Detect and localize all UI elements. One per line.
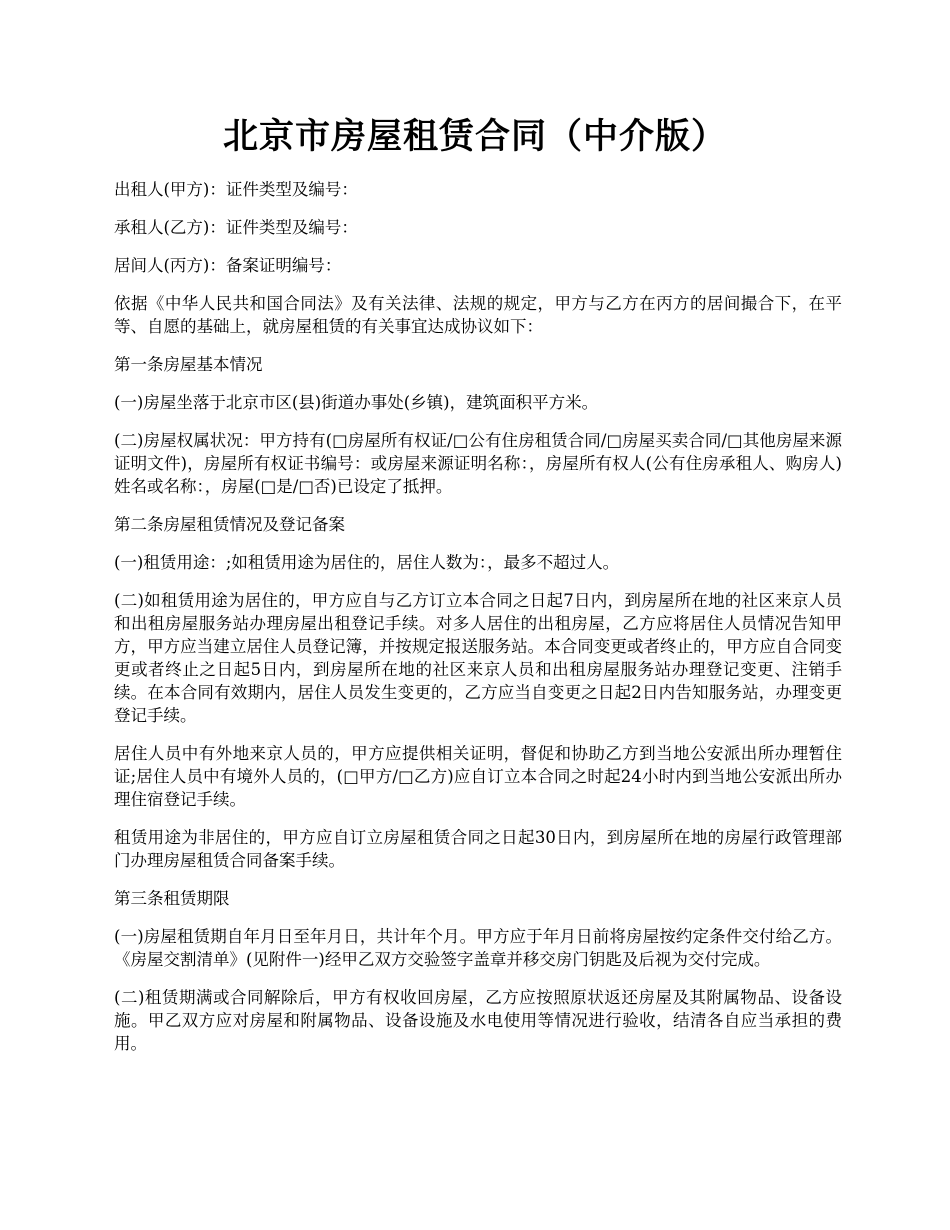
article-2-clause-3: 居住人员中有外地来京人员的，甲方应提供相关证明，督促和协助乙方到当地公安派出所办理暂住证;居住人员中有境外人员的，(□甲方/□乙方)应自订立本合同之时起24小时内到当地公安派出所办理住宿登记手续。 [114, 744, 842, 809]
party-b-line: 承租人(乙方)：证件类型及编号： [114, 218, 358, 237]
article-3-clause-1: (一)房屋租赁期自年月日至年月日，共计年个月。甲方应于年月日前将房屋按约定条件交付给乙方。《房屋交割清单》(见附件一)经甲乙双方交验签字盖章并移交房门钥匙及后视为交付完成。 [114, 927, 842, 969]
article-2-heading: 第二条房屋租赁情况及登记备案 [114, 515, 345, 534]
preamble-paragraph: 依据《中华人民共和国合同法》及有关法律、法规的规定，甲方与乙方在丙方的居间撮合下，在平等、自愿的基础上，就房屋租赁的有关事宜达成协议如下： [114, 294, 842, 336]
article-2-clause-1: (一)租赁用途：;如租赁用途为居住的，居住人数为：，最多不超过人。 [114, 553, 620, 572]
article-1-clause-2: (二)房屋权属状况：甲方持有(□房屋所有权证/□公有住房租赁合同/□房屋买卖合同/□其他房屋来源证明文件)，房屋所有权证书编号：或房屋来源证明名称：，房屋所有权人(公有住房承租人、购房人)姓名或名称：，房屋(□是/□否)已设定了抵押。 [114, 431, 842, 496]
article-3-heading: 第三条租赁期限 [114, 889, 230, 908]
article-3-clause-2: (二)租赁期满或合同解除后，甲方有权收回房屋，乙方应按照原状返还房屋及其附属物品、设备设施。甲乙双方应对房屋和附属物品、设备设施及水电使用等情况进行验收，结清各自应当承担的费用。 [114, 988, 842, 1053]
article-1-clause-1: (一)房屋坐落于北京市区(县)街道办事处(乡镇)，建筑面积平方米。 [114, 393, 599, 412]
document-title: 北京市房屋租赁合同（中介版） [222, 116, 727, 157]
article-2-clause-4: 租赁用途为非居住的，甲方应自订立房屋租赁合同之日起30日内，到房屋所在地的房屋行政管理部门办理房屋租赁合同备案手续。 [114, 828, 842, 870]
article-1-heading: 第一条房屋基本情况 [114, 355, 263, 374]
article-2-clause-2: (二)如租赁用途为居住的，甲方应自与乙方订立本合同之日起7日内，到房屋所在地的社区来京人员和出租房屋服务站办理房屋出租登记手续。对多人居住的出租房屋，乙方应将居住人员情况告知甲方，甲方应当建立居住人员登记簿，并按规定报送服务站。本合同变更或者终止的，甲方应自合同变更或者终止之日起5日内，到房屋所在地的社区来京人员和出租房屋服务站办理登记变更、注销手续。在本合同有效期内，居住人员发生变更的，乙方应当自变更之日起2日内告知服务站，办理变更登记手续。 [114, 591, 842, 725]
party-c-line: 居间人(丙方)：备案证明编号： [114, 256, 342, 275]
document-body [114, 178, 842, 1070]
party-a-line: 出租人(甲方)：证件类型及编号： [114, 180, 358, 199]
